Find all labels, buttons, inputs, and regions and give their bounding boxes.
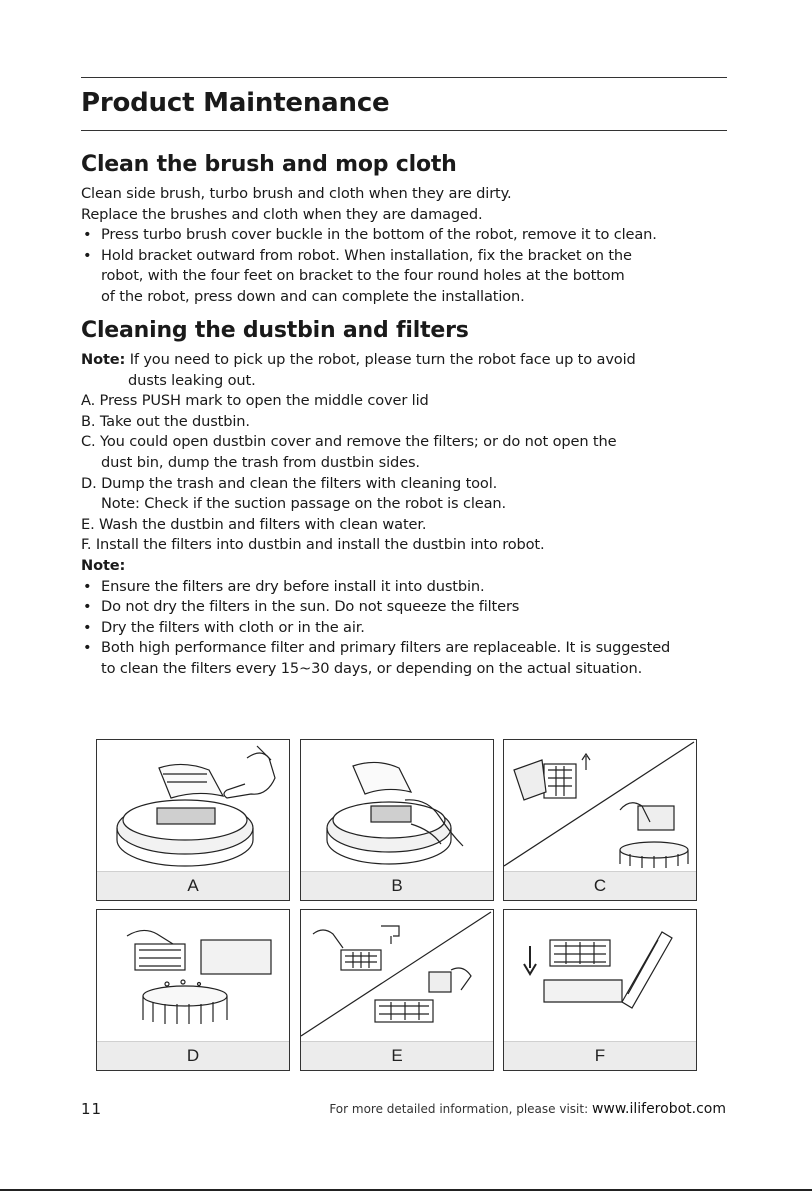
note-text: If you need to pick up the robot, please turn the robot face up to avoid [125,351,636,368]
figure-a [96,739,290,901]
section-brush-body [81,184,731,308]
figure-d [96,909,290,1071]
page-bottom-edge [0,1189,812,1191]
figure-label: C [504,871,696,900]
text-line: Clean side brush, turbo brush and cloth when they are dirty. [81,185,512,202]
figure-b [300,739,494,901]
step-b: B. Take out the dustbin. [81,412,250,430]
bullet-item: • Hold bracket outward from robot. When installation, fix the bracket on the [81,246,731,267]
dump-trash-illustration [97,910,289,1042]
step-a: A. Press PUSH mark to open the middle cover lid [81,392,429,410]
bullet-item: • Dry the filters with cloth or in the air. [81,618,731,639]
dustbin-open-filter-illustration [504,740,696,872]
figure-f [503,909,697,1071]
top-rule [81,77,727,78]
robot-open-lid-hand-illustration [97,740,289,872]
install-filters-illustration [504,910,696,1042]
bullet-item: • Ensure the filters are dry before install it into dustbin. [81,577,731,598]
step-c: C. You could open dustbin cover and remove the filters; or do not open the [81,433,617,451]
step-f: F. Install the filters into dustbin and install the dustbin into robot. [81,536,545,554]
figure-label: A [97,871,289,900]
note-label: Note: [81,351,126,368]
figure-label: E [301,1041,493,1070]
step-d-note: Note: Check if the suction passage on the robot is clean. [101,495,506,513]
figure-e [300,909,494,1071]
section-heading-brush: Clean the brush and mop cloth [81,152,457,177]
bullet-item: • Both high performance filter and primary filters are replaceable. It is suggested [81,638,731,659]
section-heading-dustbin: Cleaning the dustbin and filters [81,318,469,343]
figure-label: F [504,1041,696,1070]
figure-c [503,739,697,901]
figure-label: B [301,871,493,900]
footer-url-link[interactable]: www.iliferobot.com [591,1101,726,1117]
title-underline [81,130,727,131]
page-title: Product Maintenance [81,88,390,118]
wash-filters-illustration [301,910,493,1042]
page-number: 11 [81,1100,103,1118]
note-continuation: dusts leaking out. [128,371,256,389]
text-line: Replace the brushes and cloth when they are damaged. [81,205,483,223]
note-line [81,350,731,371]
note2-label: Note: [81,556,126,574]
footer-text: For more detailed information, please visit: [329,1102,589,1116]
bullet-continuation: of the robot, press down and can complete the installation. [101,287,525,305]
bullet-item: • Do not dry the filters in the sun. Do not squeeze the filters [81,597,731,618]
section-dustbin-body [81,350,731,680]
step-e: E. Wash the dustbin and filters with clean water. [81,515,427,533]
step-d: D. Dump the trash and clean the filters with cleaning tool. [81,474,498,492]
robot-remove-dustbin-illustration [301,740,493,872]
bullet-continuation: to clean the filters every 15~30 days, or depending on the actual situation. [101,659,643,677]
step-c-continuation: dust bin, dump the trash from dustbin sides. [101,453,420,471]
footer-info [329,1101,726,1117]
bullet-item: • Press turbo brush cover buckle in the bottom of the robot, remove it to clean. [81,225,731,246]
figure-label: D [97,1041,289,1070]
bullet-continuation: robot, with the four feet on bracket to the four round holes at the bottom [101,267,625,285]
